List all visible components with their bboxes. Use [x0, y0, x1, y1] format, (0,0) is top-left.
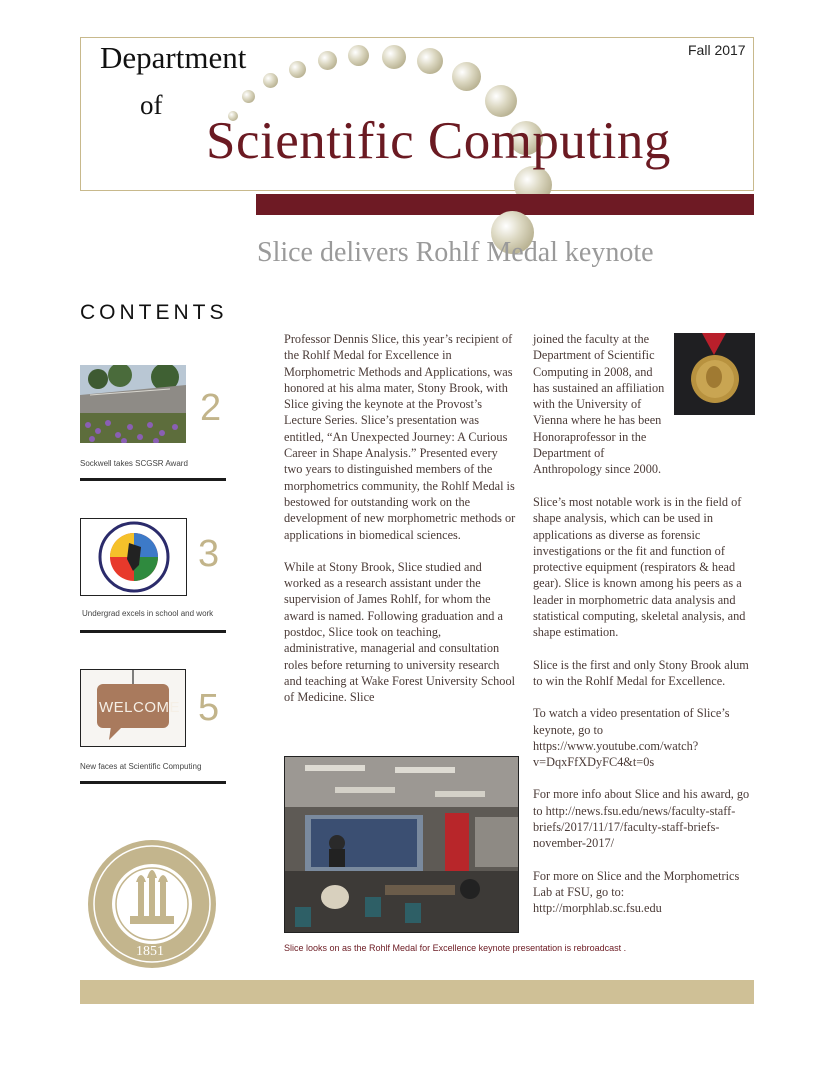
garden-photo [80, 365, 186, 443]
seal-year: 1851 [136, 944, 164, 959]
contents-divider [80, 478, 226, 481]
article-paragraph: While at Stony Brook, Slice studied and worked as a research assistant under the supervision of James Rohlf, for whom the award is named. Following graduation and a postdoc, Slice took on teaching, administrative, managerial and consultation roles before returning to university research and teaching at Wake Forest University School of Medicine. Slice [284, 559, 516, 705]
footer-bar [80, 980, 754, 1004]
medal-photo [674, 333, 755, 415]
article-column-1 [284, 331, 516, 722]
contents-page-number: 2 [200, 387, 222, 429]
lecture-room-photo [284, 756, 519, 933]
article-paragraph: For more info about Slice and his award, go to http://news.fsu.edu/news/faculty-staff-briefs/2017/11/17/faculty-staff-briefs-november-2017/ [533, 787, 750, 851]
contents-heading: CONTENTS [80, 301, 228, 324]
masthead-title: Scientific Computing [206, 112, 671, 170]
contents-page-number: 3 [198, 533, 220, 575]
article-paragraph: Professor Dennis Slice, this year’s recipient of the Rohlf Medal for Excellence in Morphometric Methods and Applications, was honored at his alma mater, Stony Brook, with Slice giving the keynote at the Provost’s Lecture Series. Slice’s presentation was entitled, “An Unexpected Journey: A Curious Career in Shape Analysis.” Presented every two years to distinguished members of the morphometrics community, the Rohlf Medal is bestowed for outstanding work on the development of new morphometric methods or applications in biomedical sciences. [284, 332, 516, 542]
masthead-of: of [140, 90, 163, 120]
photo-caption: Slice looks on as the Rohlf Medal for Excellence keynote presentation is rebroadcast . [284, 943, 627, 953]
article-paragraph: For more on Slice and the Morphometrics Lab at FSU, go to: http://morphlab.sc.fsu.edu [533, 868, 740, 916]
geology-logo [80, 518, 187, 596]
welcome-sign-text: WELCOME [99, 699, 181, 716]
masthead-department: Department [100, 40, 247, 75]
article-paragraph: To watch a video presentation of Slice’s keynote, go to https://www.youtube.com/watch?v=DqxFfXDyFC4&t=0s [533, 706, 730, 770]
contents-item-caption: Sockwell takes SCGSR Award [80, 459, 188, 468]
contents-divider [80, 781, 226, 784]
issue-date: Fall 2017 [688, 42, 746, 58]
contents-page-number: 5 [198, 687, 220, 729]
article-column-2 [533, 494, 755, 933]
contents-item-caption: Undergrad excels in school and work [82, 609, 214, 618]
contents-divider [80, 630, 226, 633]
article-paragraph: Slice is the first and only Stony Brook alum to win the Rohlf Medal for Excellence. [533, 657, 749, 688]
article-column-2-top: joined the faculty at the Department of Scientific Computing in 2008, and has sustained an affiliation with the University of Vienna where he has been Honoraprofessor in the Department of Anthropology since 2000. [533, 332, 665, 477]
headline: Slice delivers Rohlf Medal keynote [257, 237, 654, 268]
article-paragraph: Slice’s most notable work is in the field of shape analysis, which can be used in applications as diverse as forensic investigations or the fit and function of protective equipment (respirators & head gear). Slice is known among his peers as a leader in morphometric data analysis and statistical computing, skeletal analysis, and shape estimation. [533, 495, 746, 640]
contents-item-caption: New faces at Scientific Computing [80, 762, 202, 771]
